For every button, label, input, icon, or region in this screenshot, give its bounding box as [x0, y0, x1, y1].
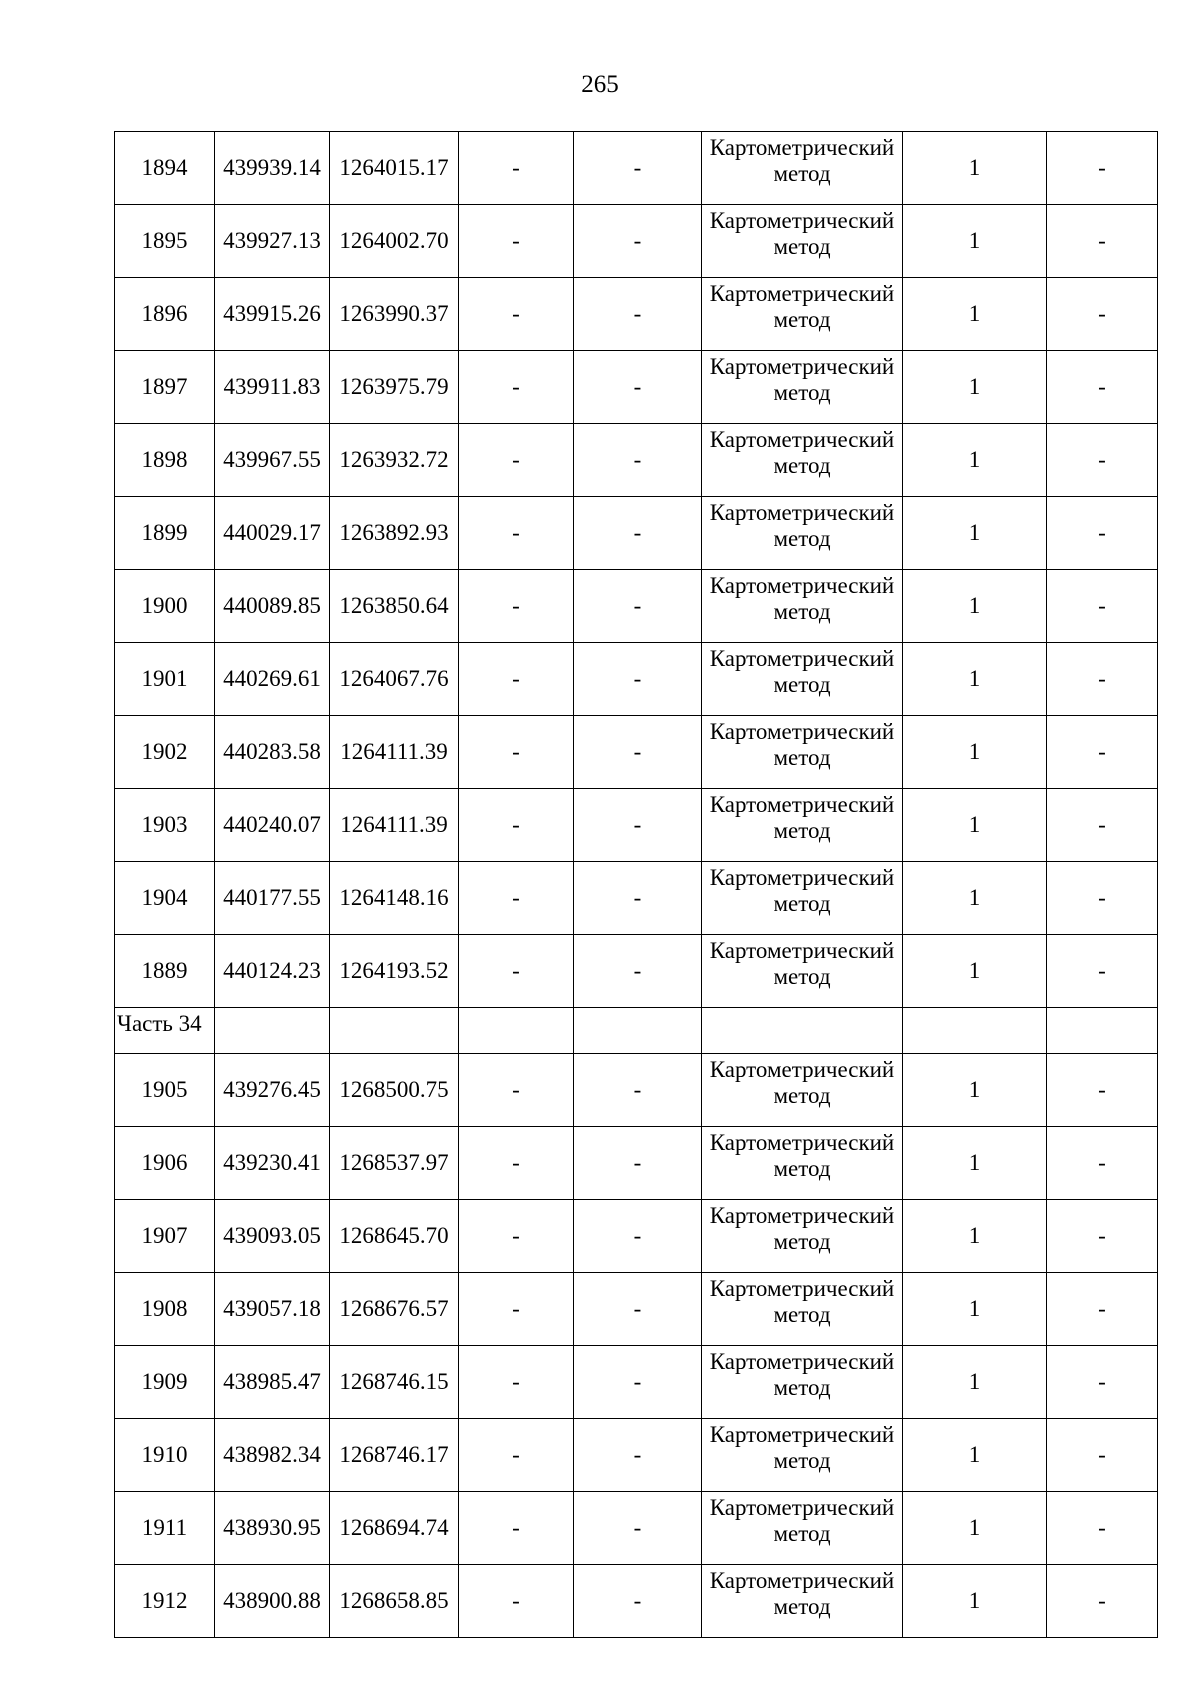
empty-cell [215, 1008, 330, 1054]
point-number-cell: 1904 [115, 862, 215, 935]
method-line-2: метод [773, 964, 831, 989]
x-coordinate-cell: 439967.55 [215, 424, 330, 497]
dash-cell: - [574, 497, 702, 570]
dash-cell: - [574, 1054, 702, 1127]
y-coordinate-cell: 1268500.75 [330, 1054, 459, 1127]
dash-cell: - [1047, 132, 1158, 205]
dash-cell: - [574, 424, 702, 497]
method-cell [702, 278, 903, 351]
x-coordinate-cell: 440269.61 [215, 643, 330, 716]
method-line-1: Картометрический [709, 208, 895, 233]
table-row [115, 424, 1158, 497]
value-cell: 1 [903, 789, 1047, 862]
dash-cell: - [1047, 497, 1158, 570]
dash-cell: - [1047, 935, 1158, 1008]
table-row [115, 935, 1158, 1008]
method-cell [702, 497, 903, 570]
point-number-cell: 1907 [115, 1200, 215, 1273]
dash-cell: - [459, 1054, 574, 1127]
table-row [115, 716, 1158, 789]
dash-cell: - [574, 1127, 702, 1200]
point-number-cell: 1911 [115, 1492, 215, 1565]
point-number-cell: 1910 [115, 1419, 215, 1492]
method-cell [702, 716, 903, 789]
method-line-1: Картометрический [709, 500, 895, 525]
value-cell: 1 [903, 424, 1047, 497]
method-cell [702, 205, 903, 278]
x-coordinate-cell: 440029.17 [215, 497, 330, 570]
point-number-cell: 1905 [115, 1054, 215, 1127]
method-cell [702, 570, 903, 643]
table-row [115, 789, 1158, 862]
method-cell [702, 1419, 903, 1492]
value-cell: 1 [903, 1419, 1047, 1492]
dash-cell: - [574, 351, 702, 424]
table-row [115, 643, 1158, 716]
method-line-2: метод [773, 1083, 831, 1108]
method-cell [702, 351, 903, 424]
method-line-1: Картометрический [709, 792, 895, 817]
empty-cell [330, 1008, 459, 1054]
table-row [115, 1200, 1158, 1273]
method-line-2: метод [773, 818, 831, 843]
empty-cell [903, 1008, 1047, 1054]
dash-cell: - [1047, 1419, 1158, 1492]
method-cell [702, 1492, 903, 1565]
point-number-cell: 1902 [115, 716, 215, 789]
method-cell [702, 1200, 903, 1273]
dash-cell: - [459, 351, 574, 424]
value-cell: 1 [903, 497, 1047, 570]
method-line-1: Картометрический [709, 1057, 895, 1082]
dash-cell: - [574, 132, 702, 205]
point-number-cell: 1896 [115, 278, 215, 351]
method-line-1: Картометрический [709, 1203, 895, 1228]
y-coordinate-cell: 1268658.85 [330, 1565, 459, 1638]
table-body [115, 132, 1158, 1638]
method-cell [702, 1054, 903, 1127]
method-line-2: метод [773, 380, 831, 405]
dash-cell: - [459, 789, 574, 862]
empty-cell [702, 1008, 903, 1054]
dash-cell: - [574, 789, 702, 862]
value-cell: 1 [903, 351, 1047, 424]
method-line-1: Картометрический [709, 719, 895, 744]
method-line-1: Картометрический [709, 938, 895, 963]
table-row [115, 497, 1158, 570]
dash-cell: - [1047, 643, 1158, 716]
dash-cell: - [459, 1200, 574, 1273]
y-coordinate-cell: 1268537.97 [330, 1127, 459, 1200]
method-cell [702, 1346, 903, 1419]
y-coordinate-cell: 1268694.74 [330, 1492, 459, 1565]
dash-cell: - [574, 1200, 702, 1273]
y-coordinate-cell: 1264148.16 [330, 862, 459, 935]
dash-cell: - [1047, 789, 1158, 862]
value-cell: 1 [903, 1054, 1047, 1127]
point-number-cell: 1897 [115, 351, 215, 424]
value-cell: 1 [903, 643, 1047, 716]
method-line-2: метод [773, 234, 831, 259]
method-line-1: Картометрический [709, 865, 895, 890]
value-cell: 1 [903, 1127, 1047, 1200]
dash-cell: - [1047, 278, 1158, 351]
page-number: 265 [581, 71, 619, 98]
table-row [115, 1492, 1158, 1565]
method-cell [702, 1565, 903, 1638]
point-number-cell: 1894 [115, 132, 215, 205]
method-line-2: метод [773, 453, 831, 478]
y-coordinate-cell: 1268746.15 [330, 1346, 459, 1419]
method-line-1: Картометрический [709, 354, 895, 379]
dash-cell: - [1047, 1200, 1158, 1273]
method-cell [702, 132, 903, 205]
dash-cell: - [459, 570, 574, 643]
x-coordinate-cell: 440177.55 [215, 862, 330, 935]
method-line-2: метод [773, 672, 831, 697]
table-row [115, 862, 1158, 935]
value-cell: 1 [903, 278, 1047, 351]
value-cell: 1 [903, 205, 1047, 278]
dash-cell: - [1047, 1127, 1158, 1200]
table-row [115, 205, 1158, 278]
dash-cell: - [1047, 570, 1158, 643]
x-coordinate-cell: 440240.07 [215, 789, 330, 862]
x-coordinate-cell: 439911.83 [215, 351, 330, 424]
method-line-1: Картометрический [709, 1130, 895, 1155]
x-coordinate-cell: 439927.13 [215, 205, 330, 278]
method-line-2: метод [773, 891, 831, 916]
dash-cell: - [1047, 1273, 1158, 1346]
y-coordinate-cell: 1263975.79 [330, 351, 459, 424]
x-coordinate-cell: 440089.85 [215, 570, 330, 643]
method-line-1: Картометрический [709, 1568, 895, 1593]
dash-cell: - [459, 935, 574, 1008]
method-line-2: метод [773, 1156, 831, 1181]
point-number-cell: 1889 [115, 935, 215, 1008]
dash-cell: - [574, 862, 702, 935]
method-line-1: Картометрический [709, 1422, 895, 1447]
method-line-2: метод [773, 1448, 831, 1473]
y-coordinate-cell: 1264015.17 [330, 132, 459, 205]
dash-cell: - [574, 1419, 702, 1492]
method-line-1: Картометрический [709, 1495, 895, 1520]
y-coordinate-cell: 1263990.37 [330, 278, 459, 351]
point-number-cell: 1912 [115, 1565, 215, 1638]
dash-cell: - [459, 1273, 574, 1346]
value-cell: 1 [903, 132, 1047, 205]
dash-cell: - [574, 1346, 702, 1419]
value-cell: 1 [903, 570, 1047, 643]
x-coordinate-cell: 439093.05 [215, 1200, 330, 1273]
dash-cell: - [459, 1419, 574, 1492]
method-line-2: метод [773, 1302, 831, 1327]
dash-cell: - [459, 716, 574, 789]
dash-cell: - [574, 1565, 702, 1638]
x-coordinate-cell: 438985.47 [215, 1346, 330, 1419]
value-cell: 1 [903, 1346, 1047, 1419]
method-line-1: Картометрический [709, 1276, 895, 1301]
dash-cell: - [574, 1273, 702, 1346]
dash-cell: - [459, 205, 574, 278]
method-line-1: Картометрический [709, 1349, 895, 1374]
method-cell [702, 862, 903, 935]
dash-cell: - [459, 278, 574, 351]
method-line-1: Картометрический [709, 135, 895, 160]
dash-cell: - [459, 132, 574, 205]
dash-cell: - [1047, 862, 1158, 935]
dash-cell: - [574, 1492, 702, 1565]
dash-cell: - [1047, 351, 1158, 424]
dash-cell: - [574, 205, 702, 278]
method-line-1: Картометрический [709, 281, 895, 306]
table-row [115, 1127, 1158, 1200]
empty-cell [1047, 1008, 1158, 1054]
dash-cell: - [574, 643, 702, 716]
dash-cell: - [459, 497, 574, 570]
table-row [115, 278, 1158, 351]
empty-cell [459, 1008, 574, 1054]
method-line-2: метод [773, 1521, 831, 1546]
dash-cell: - [1047, 1565, 1158, 1638]
empty-cell [574, 1008, 702, 1054]
point-number-cell: 1898 [115, 424, 215, 497]
x-coordinate-cell: 438900.88 [215, 1565, 330, 1638]
x-coordinate-cell: 439057.18 [215, 1273, 330, 1346]
dash-cell: - [1047, 1346, 1158, 1419]
y-coordinate-cell: 1268645.70 [330, 1200, 459, 1273]
method-line-2: метод [773, 1229, 831, 1254]
dash-cell: - [459, 643, 574, 716]
dash-cell: - [1047, 1054, 1158, 1127]
y-coordinate-cell: 1268676.57 [330, 1273, 459, 1346]
x-coordinate-cell: 439230.41 [215, 1127, 330, 1200]
dash-cell: - [574, 935, 702, 1008]
value-cell: 1 [903, 716, 1047, 789]
coordinates-table [114, 131, 1158, 1638]
y-coordinate-cell: 1264111.39 [330, 789, 459, 862]
table-row [115, 132, 1158, 205]
dash-cell: - [574, 278, 702, 351]
x-coordinate-cell: 439915.26 [215, 278, 330, 351]
x-coordinate-cell: 440283.58 [215, 716, 330, 789]
table-row [115, 570, 1158, 643]
method-line-2: метод [773, 526, 831, 551]
y-coordinate-cell: 1263850.64 [330, 570, 459, 643]
value-cell: 1 [903, 1565, 1047, 1638]
table-row [115, 1054, 1158, 1127]
part-label: Часть 34 [115, 1008, 215, 1054]
method-line-2: метод [773, 1375, 831, 1400]
method-line-2: метод [773, 1594, 831, 1619]
table-row [115, 1565, 1158, 1638]
x-coordinate-cell: 439939.14 [215, 132, 330, 205]
method-line-1: Картометрический [709, 427, 895, 452]
y-coordinate-cell: 1264193.52 [330, 935, 459, 1008]
value-cell: 1 [903, 935, 1047, 1008]
x-coordinate-cell: 440124.23 [215, 935, 330, 1008]
method-cell [702, 1273, 903, 1346]
table-row [115, 1346, 1158, 1419]
dash-cell: - [459, 1492, 574, 1565]
x-coordinate-cell: 439276.45 [215, 1054, 330, 1127]
method-line-2: метод [773, 599, 831, 624]
y-coordinate-cell: 1264067.76 [330, 643, 459, 716]
y-coordinate-cell: 1268746.17 [330, 1419, 459, 1492]
table-row [115, 1419, 1158, 1492]
method-line-2: метод [773, 745, 831, 770]
table-row [115, 351, 1158, 424]
method-cell [702, 935, 903, 1008]
dash-cell: - [1047, 716, 1158, 789]
point-number-cell: 1909 [115, 1346, 215, 1419]
method-line-2: метод [773, 161, 831, 186]
method-cell [702, 424, 903, 497]
dash-cell: - [1047, 205, 1158, 278]
x-coordinate-cell: 438930.95 [215, 1492, 330, 1565]
dash-cell: - [459, 1346, 574, 1419]
x-coordinate-cell: 438982.34 [215, 1419, 330, 1492]
dash-cell: - [459, 1565, 574, 1638]
method-cell [702, 1127, 903, 1200]
part-header-row [115, 1008, 1158, 1054]
dash-cell: - [459, 1127, 574, 1200]
y-coordinate-cell: 1263892.93 [330, 497, 459, 570]
value-cell: 1 [903, 1492, 1047, 1565]
value-cell: 1 [903, 1273, 1047, 1346]
dash-cell: - [1047, 424, 1158, 497]
dash-cell: - [459, 424, 574, 497]
point-number-cell: 1900 [115, 570, 215, 643]
y-coordinate-cell: 1263932.72 [330, 424, 459, 497]
table-row [115, 1273, 1158, 1346]
dash-cell: - [459, 862, 574, 935]
method-cell [702, 789, 903, 862]
value-cell: 1 [903, 1200, 1047, 1273]
dash-cell: - [574, 570, 702, 643]
dash-cell: - [574, 716, 702, 789]
point-number-cell: 1903 [115, 789, 215, 862]
y-coordinate-cell: 1264111.39 [330, 716, 459, 789]
point-number-cell: 1901 [115, 643, 215, 716]
method-line-2: метод [773, 307, 831, 332]
value-cell: 1 [903, 862, 1047, 935]
point-number-cell: 1899 [115, 497, 215, 570]
method-cell [702, 643, 903, 716]
method-line-1: Картометрический [709, 573, 895, 598]
dash-cell: - [1047, 1492, 1158, 1565]
point-number-cell: 1906 [115, 1127, 215, 1200]
point-number-cell: 1908 [115, 1273, 215, 1346]
y-coordinate-cell: 1264002.70 [330, 205, 459, 278]
point-number-cell: 1895 [115, 205, 215, 278]
method-line-1: Картометрический [709, 646, 895, 671]
